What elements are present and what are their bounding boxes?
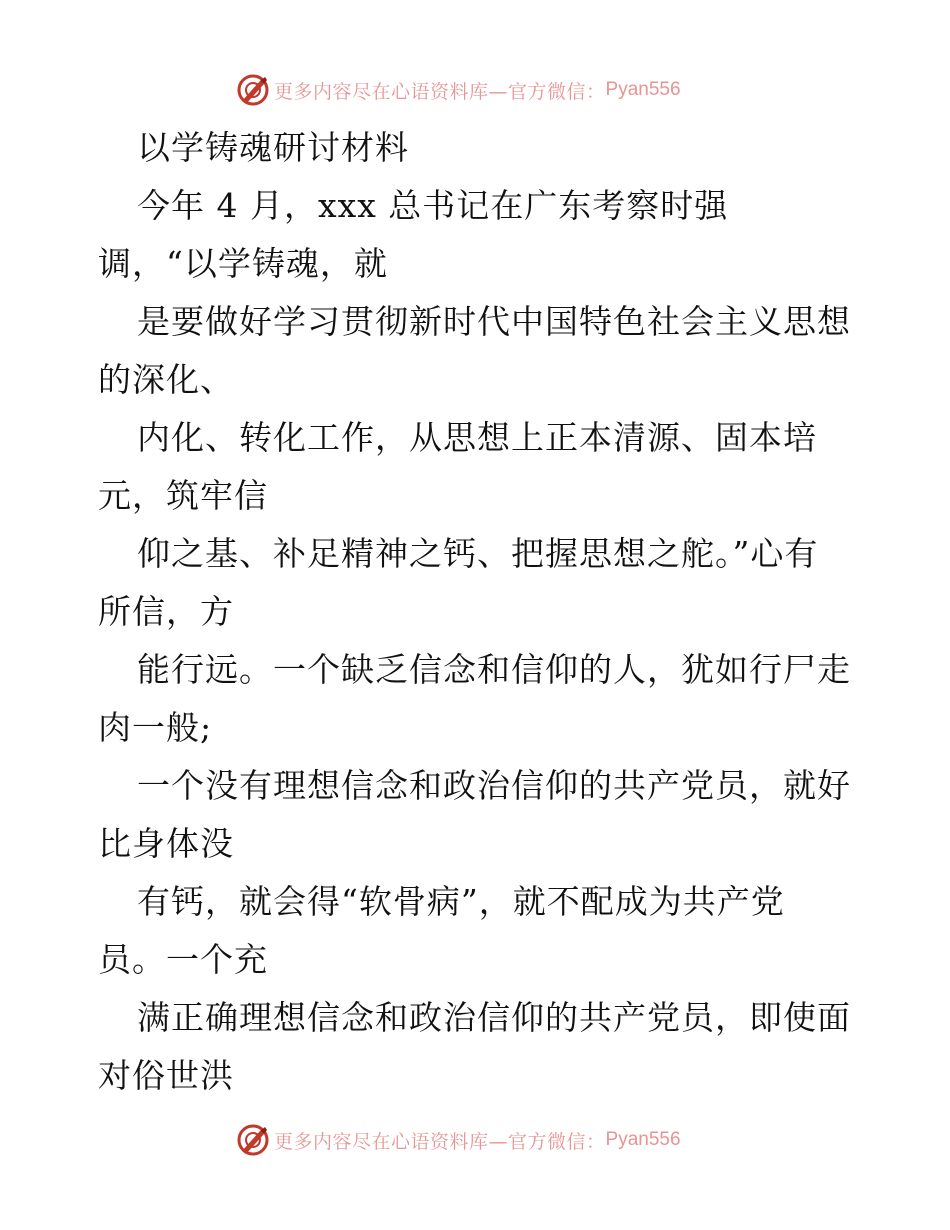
paragraph-line: 元，筑牢信: [98, 476, 268, 515]
paragraph-line: 肉一般;: [98, 708, 213, 747]
paragraph-line: 仰之基、补足精神之钙、把握思想之舵。”心有: [137, 534, 819, 573]
paragraph-line: 有钙，就会得“软骨病”，就不配成为共产党: [137, 882, 785, 921]
paragraph-line: 比身体没: [98, 824, 234, 863]
paragraph-line: 能行远。一个缺乏信念和信仰的人，犹如行尸走: [137, 650, 851, 689]
paragraph-line: 员。一个充: [98, 940, 268, 979]
header-watermark: [236, 72, 681, 108]
watermark-wechat-id: Pyan556: [605, 1129, 681, 1150]
paragraph-line: 今年 4 月，xxx 总书记在广东考察时强: [137, 186, 729, 225]
paragraph-line: 所信，方: [98, 592, 234, 631]
watermark-text: 更多内容尽在心语资料库—官方微信：: [274, 1130, 606, 1153]
watermark-text: 更多内容尽在心语资料库—官方微信：: [274, 80, 606, 103]
watermark-wechat-id: Pyan556: [605, 79, 681, 100]
paragraph-line: 一个没有理想信念和政治信仰的共产党员，就好: [137, 766, 851, 805]
document-title: 以学铸魂研讨材料: [137, 128, 409, 167]
paragraph-line: 内化、转化工作，从思想上正本清源、固本培: [137, 418, 817, 457]
paragraph-line: 调，“以学铸魂，就: [98, 244, 388, 283]
footer-watermark: [236, 1122, 681, 1158]
paragraph-line: 对俗世洪: [98, 1056, 234, 1095]
paragraph-line: 的深化、: [98, 360, 234, 399]
paragraph-line: 是要做好学习贯彻新时代中国特色社会主义思想: [137, 302, 851, 341]
pen-logo-icon: [236, 73, 270, 107]
pen-logo-icon: [236, 1123, 270, 1157]
paragraph-line: 满正确理想信念和政治信仰的共产党员，即使面: [137, 998, 851, 1037]
